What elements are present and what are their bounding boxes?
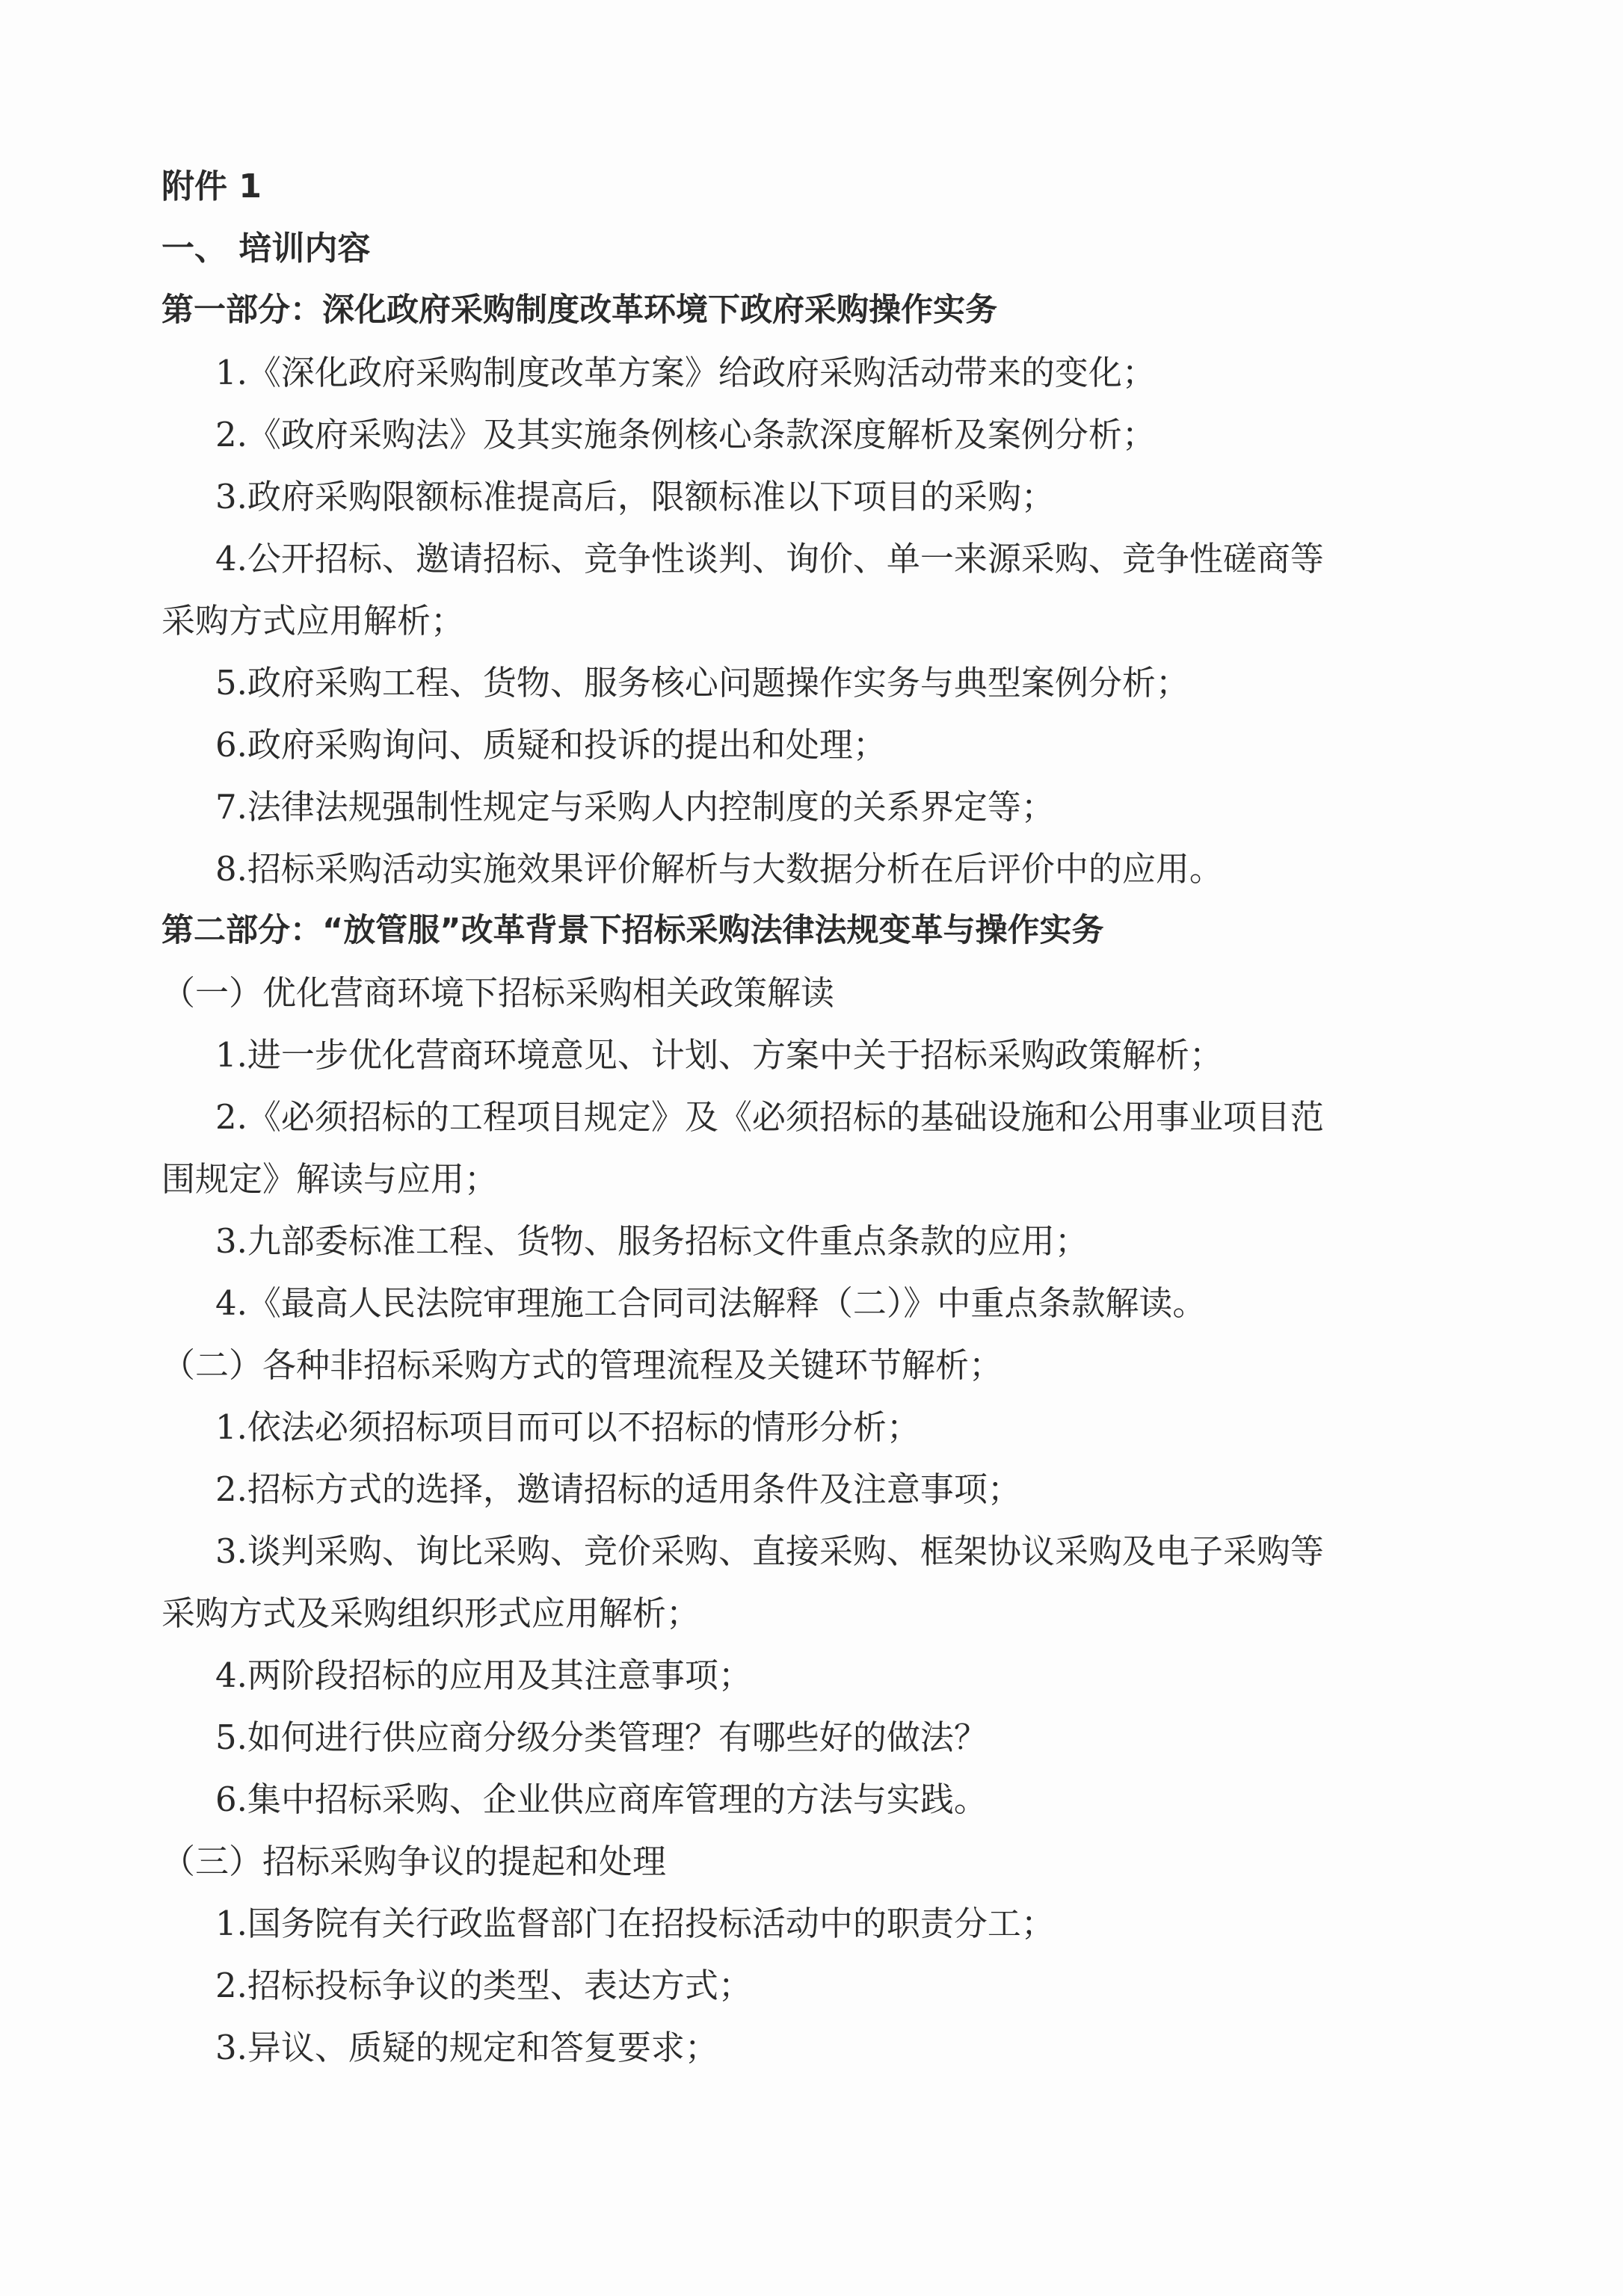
list-item: 2.《政府采购法》及其实施条例核心条款深度解析及案例分析；	[215, 415, 1156, 454]
list-item: 2.招标投标争议的类型、表达方式；	[215, 1966, 752, 2005]
part2-title: 第二部分：“放管服”改革背景下招标采购法律法规变革与操作实务	[161, 912, 1104, 949]
list-item: 2.招标方式的选择，邀请招标的适用条件及注意事项；	[215, 1469, 1021, 1509]
subsection-title: （一）优化营商环境下招标采购相关政策解读	[161, 973, 835, 1013]
list-item: 5.如何进行供应商分级分类管理？有哪些好的做法？	[215, 1718, 988, 1757]
list-item: 3.九部委标准工程、货物、服务招标文件重点条款的应用；	[215, 1221, 1088, 1261]
attachment-label: 附件 1	[161, 167, 262, 206]
list-item: 1.进一步优化营商环境意见、计划、方案中关于招标采购政策解析；	[215, 1035, 1223, 1075]
list-item: 2.《必须招标的工程项目规定》及《必须招标的基础设施和公用事业项目范	[215, 1097, 1324, 1137]
list-item: 4.《最高人民法院审理施工合同司法解释（二）》中重点条款解读。	[215, 1283, 1207, 1323]
list-item: 1.《深化政府采购制度改革方案》给政府采购活动带来的变化；	[215, 353, 1156, 392]
list-item: 6.政府采购询问、质疑和投诉的提出和处理；	[215, 725, 887, 765]
document-body	[161, 155, 1477, 2079]
list-item: 4.公开招标、邀请招标、竞争性谈判、询价、单一来源采购、竞争性磋商等	[215, 539, 1324, 578]
list-item: 8.招标采购活动实施效果评价解析与大数据分析在后评价中的应用。	[215, 849, 1223, 889]
list-item-continuation: 围规定》解读与应用；	[161, 1159, 499, 1199]
list-item: 1.依法必须招标项目而可以不招标的情形分析；	[215, 1407, 920, 1447]
subsection-title: （二）各种非招标采购方式的管理流程及关键环节解析；	[161, 1345, 1003, 1385]
part1-title: 第一部分：深化政府采购制度改革环境下政府采购操作实务	[161, 291, 997, 329]
subsection-title: （三）招标采购争议的提起和处理	[161, 1842, 667, 1881]
list-item-continuation: 采购方式应用解析；	[161, 601, 465, 641]
list-item: 1.国务院有关行政监督部门在招投标活动中的职责分工；	[215, 1904, 1055, 1943]
list-item-continuation: 采购方式及采购组织形式应用解析；	[161, 1593, 700, 1633]
list-item: 3.谈判采购、询比采购、竞价采购、直接采购、框架协议采购及电子采购等	[215, 1531, 1324, 1571]
section-title: 一、 培训内容	[161, 229, 371, 268]
list-item: 4.两阶段招标的应用及其注意事项；	[215, 1655, 752, 1695]
list-item: 3.政府采购限额标准提高后，限额标准以下项目的采购；	[215, 477, 1055, 516]
list-item: 5.政府采购工程、货物、服务核心问题操作实务与典型案例分析；	[215, 663, 1189, 703]
list-item: 6.集中招标采购、企业供应商库管理的方法与实践。	[215, 1780, 988, 1819]
list-item: 7.法律法规强制性规定与采购人内控制度的关系界定等；	[215, 787, 1055, 827]
list-item: 3.异议、质疑的规定和答复要求；	[215, 2028, 718, 2067]
